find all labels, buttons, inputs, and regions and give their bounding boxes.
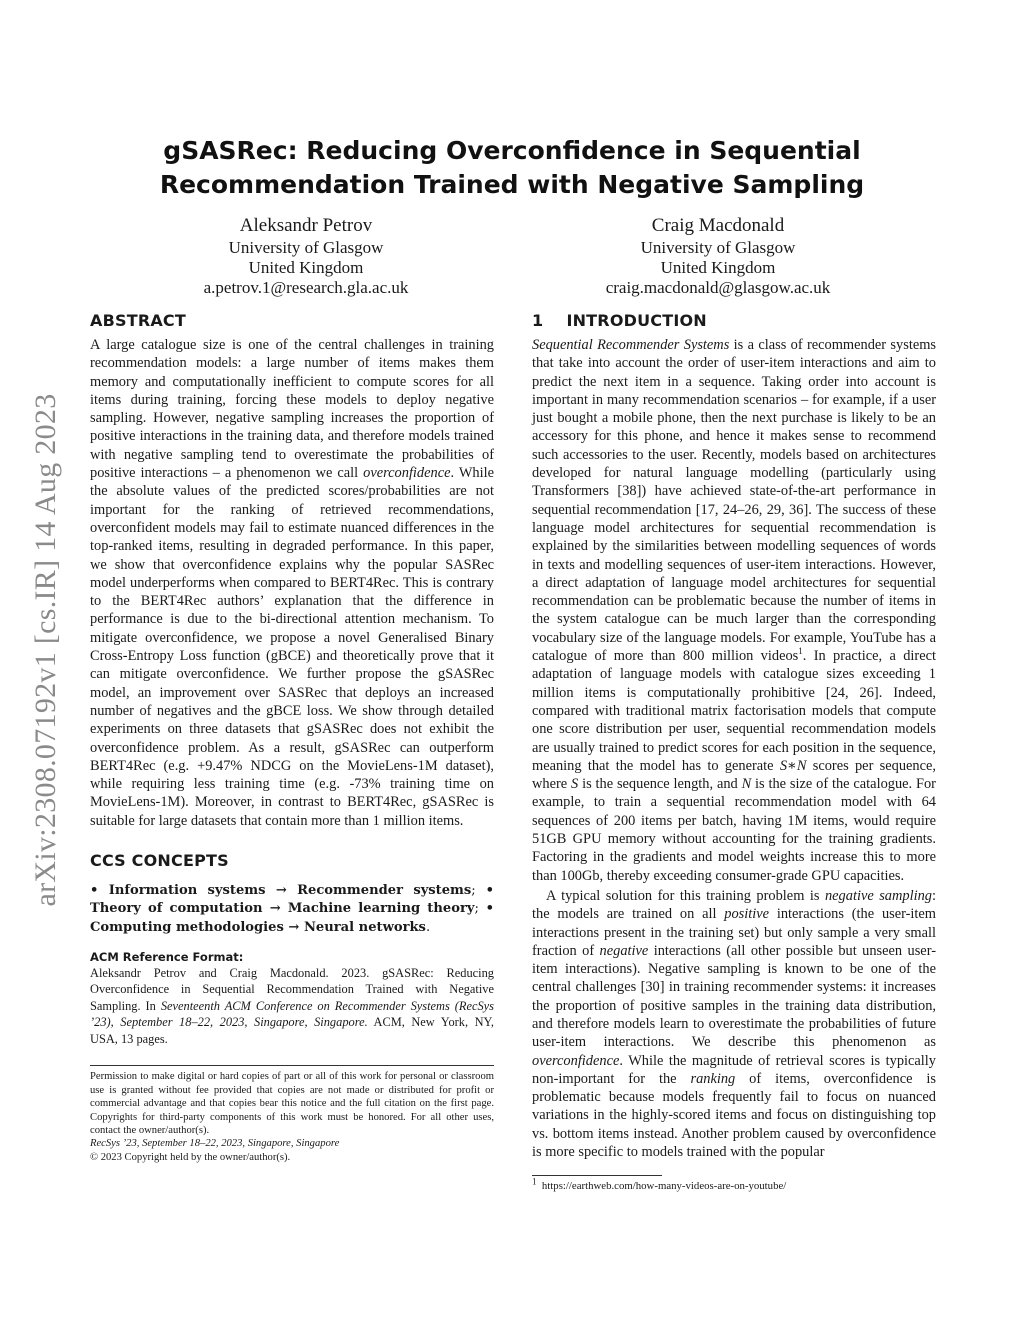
author-email: a.petrov.1@research.gla.ac.uk bbox=[203, 278, 409, 297]
abstract-term: overconfidence bbox=[363, 465, 451, 482]
right-column bbox=[532, 310, 936, 1193]
ccs-concept-1: • Information systems → Recommender systems bbox=[90, 883, 472, 899]
author-affiliation: University of Glasgow bbox=[228, 238, 384, 257]
abstract-heading: ABSTRACT bbox=[90, 311, 186, 330]
abstract-text: A large catalogue size is one of the central challenges in training recommendation models: a large number of items makes them memory and computationally inefficient to compute scores for all items during training, forcing these models to deploy negative sampling. However, negative sampling increases the proportion of positive interactions in the training data, and therefore models trained with negative sampling tend to overestimate the probabilities of positive interactions – a phenomenon we call overconfidence. While the absolute values of the predicted scores/probabilities are not important for the ranking of retrieved recommendations, overconfident models may fail to estimate nuanced differences in the top-ranked items, resulting in degraded performance. In this paper, we show that overconfidence explains why the popular SASRec model underperforms when compared to BERT4Rec. This is contrary to the BERT4Rec authors’ explanation that the difference in performance is due to the bi-directional attention mechanism. To mitigate overconfidence, we propose a novel Generalised Binary Cross-Entropy Loss function (gBCE) and theoretically prove that it can mitigate overconfidence. We further propose the gSASRec model, an improvement over SASRec that deploys an increased number of negatives and the gBCE loss. We show through detailed experiments on three datasets that gSASRec does not exhibit the overconfidence problem. As a result, gSASRec can outperform BERT4Rec (e.g. +9.47% NDCG on the MovieLens-1M dataset), while requiring less training time (e.g. -73% training time on MovieLens-1M). Moreover, in contrast to BERT4Rec, gSASRec is suitable for large datasets that contain more than 1 million items. bbox=[90, 337, 494, 829]
intro-paragraph-2: A typical solution for this training problem is negative sampling: the models are trained on all positive interactions (the user-item interactions present in the training set) but only sample a very small fraction of negative interactions (all other possible but unseen user-item interactions). Negative sampling is known to be one of the central challenges [30] in training recommender systems: it increases the proportion of positive samples in the training data distribution, and therefore models learn to overestimate the probabilities of future user-item interactions. We describe this phenomenon as overconfidence. While the magnitude of retrieval scores is typically non-important for the ranking of items, overconfidence is problematic because models frequently fail to focus on nuanced variations in the highly-scored items and focus on distinguishing top vs. bottom items instead. Another problem caused by overconfidence is more specific to models trained with the popular bbox=[532, 887, 937, 1161]
permission-divider bbox=[90, 1065, 494, 1066]
ccs-concepts: • Information systems → Recommender systems; • Theory of computation → Machine learning theory; • Computing methodologies → Neural networks. bbox=[90, 883, 494, 935]
acm-reference-text: Aleksandr Petrov and Craig Macdonald. 2023. gSASRec: Reducing Overconfidence in Sequential Recommendation Trained with Negative Sampling. In Seventeenth ACM Conference on Recommender Systems (RecSys ’23), September 18–22, 2023, Singapore, Singapore. ACM, New York, NY, USA, 13 pages. bbox=[90, 965, 494, 1046]
author-affiliation: University of Glasgow bbox=[640, 238, 796, 257]
author-name: Aleksandr Petrov bbox=[239, 215, 373, 236]
author-country: United Kingdom bbox=[248, 258, 364, 277]
arxiv-id: arXiv:2308.07192v1 [cs.IR] 14 Aug 2023 bbox=[29, 393, 62, 907]
copyright-notice: © 2023 Copyright held by the owner/author(s). bbox=[90, 1151, 291, 1163]
permission-notice: Permission to make digital or hard copies of part or all of this work for personal or classroom use is granted without fee provided that copies are not made or distributed for profit or commercial advantage and that copies bear this notice and the full citation on the first page. Copyrights for third-party components of this work must be honored. For all other uses, contact the owner/author(s). bbox=[90, 1071, 494, 1137]
acm-venue: Seventeenth ACM Conference on Recommender Systems (RecSys ’23), September 18–22, 2023, Singapore, Singapore. bbox=[90, 998, 494, 1030]
author-block-2 bbox=[538, 214, 898, 298]
footnote-url[interactable]: https://earthweb.com/how-many-videos-are-on-youtube/ bbox=[541, 1180, 787, 1193]
paper-title bbox=[120, 134, 904, 202]
intro-paragraph-1: Sequential Recommender Systems is a class of recommender systems that take into account the order of user-item interactions and aim to predict the next item in a sequence. Taking order into account is important in many recommendation scenarios – for example, if a user just bought a mobile phone, then the next purchase is likely to be an accessory for this phone, and hence it makes sense to recommend such accessories to the user. Recently, models based on architectures developed for natural language modelling (particularly using Transformers [38]) have achieved state-of-the-art performance in sequential recommendation [17, 24–26, 29, 36]. The success of these language model architectures for sequential recommendation is explained by the similarities between modelling sequences of words in texts and modelling sequences of user-item interactions. However, a direct adaptation of language model architectures for sequential recommendation can be problematic because the number of items in the system catalogue can be much larger than the corresponding vocabulary size of the language models. For example, YouTube has a catalogue of more than 800 million videos$^1$. In practice, a direct adaptation of language models with catalogue sizes exceeding 1 million items is computationally prohibitive [24, 26]. Indeed, compared with traditional matrix factorisation models that compute one score distribution per user, sequential recommendation models are usually trained to predict scores for each position in the sequence, meaning that the model has to generate S∗N scores per sequence, where S is the sequence length, and N is the size of the catalogue. For example, to train a sequential recommendation model with 64 sequences of 200 items per batch, having 1M items, would require 51GB GPU memory without accounting for the training gradients. Factoring in the gradients and model weights increase this to more than 100Gb, thereby exceeding consumer-grade GPU capacities. bbox=[532, 337, 937, 884]
permission-venue: RecSys ’23, September 18–22, 2023, Singapore, Singapore bbox=[90, 1138, 340, 1150]
author-block-1 bbox=[126, 214, 486, 298]
footnote-marker: 1 bbox=[798, 646, 803, 657]
arxiv-sidebar-stamp bbox=[28, 355, 64, 945]
acm-reference-heading: ACM Reference Format: bbox=[90, 949, 244, 964]
title-line-2: Recommendation Trained with Negative Sampling bbox=[159, 170, 865, 199]
ccs-concept-3: • Computing methodologies → Neural networks bbox=[90, 901, 494, 935]
author-country: United Kingdom bbox=[660, 258, 776, 277]
ccs-concept-2: • Theory of computation → Machine learning theory bbox=[90, 883, 494, 917]
left-column bbox=[90, 310, 494, 1164]
footnote-divider bbox=[532, 1175, 662, 1176]
title-line-1: gSASRec: Reducing Overconfidence in Sequential bbox=[163, 136, 861, 165]
ccs-heading: CCS CONCEPTS bbox=[90, 851, 229, 871]
author-name: Craig Macdonald bbox=[651, 215, 785, 236]
author-email: craig.macdonald@glasgow.ac.uk bbox=[605, 278, 831, 297]
introduction-heading: 1 INTRODUCTION bbox=[532, 311, 707, 330]
footnote: $^1$ https://earthweb.com/how-many-videos-are-on-youtube/ bbox=[532, 1176, 787, 1193]
